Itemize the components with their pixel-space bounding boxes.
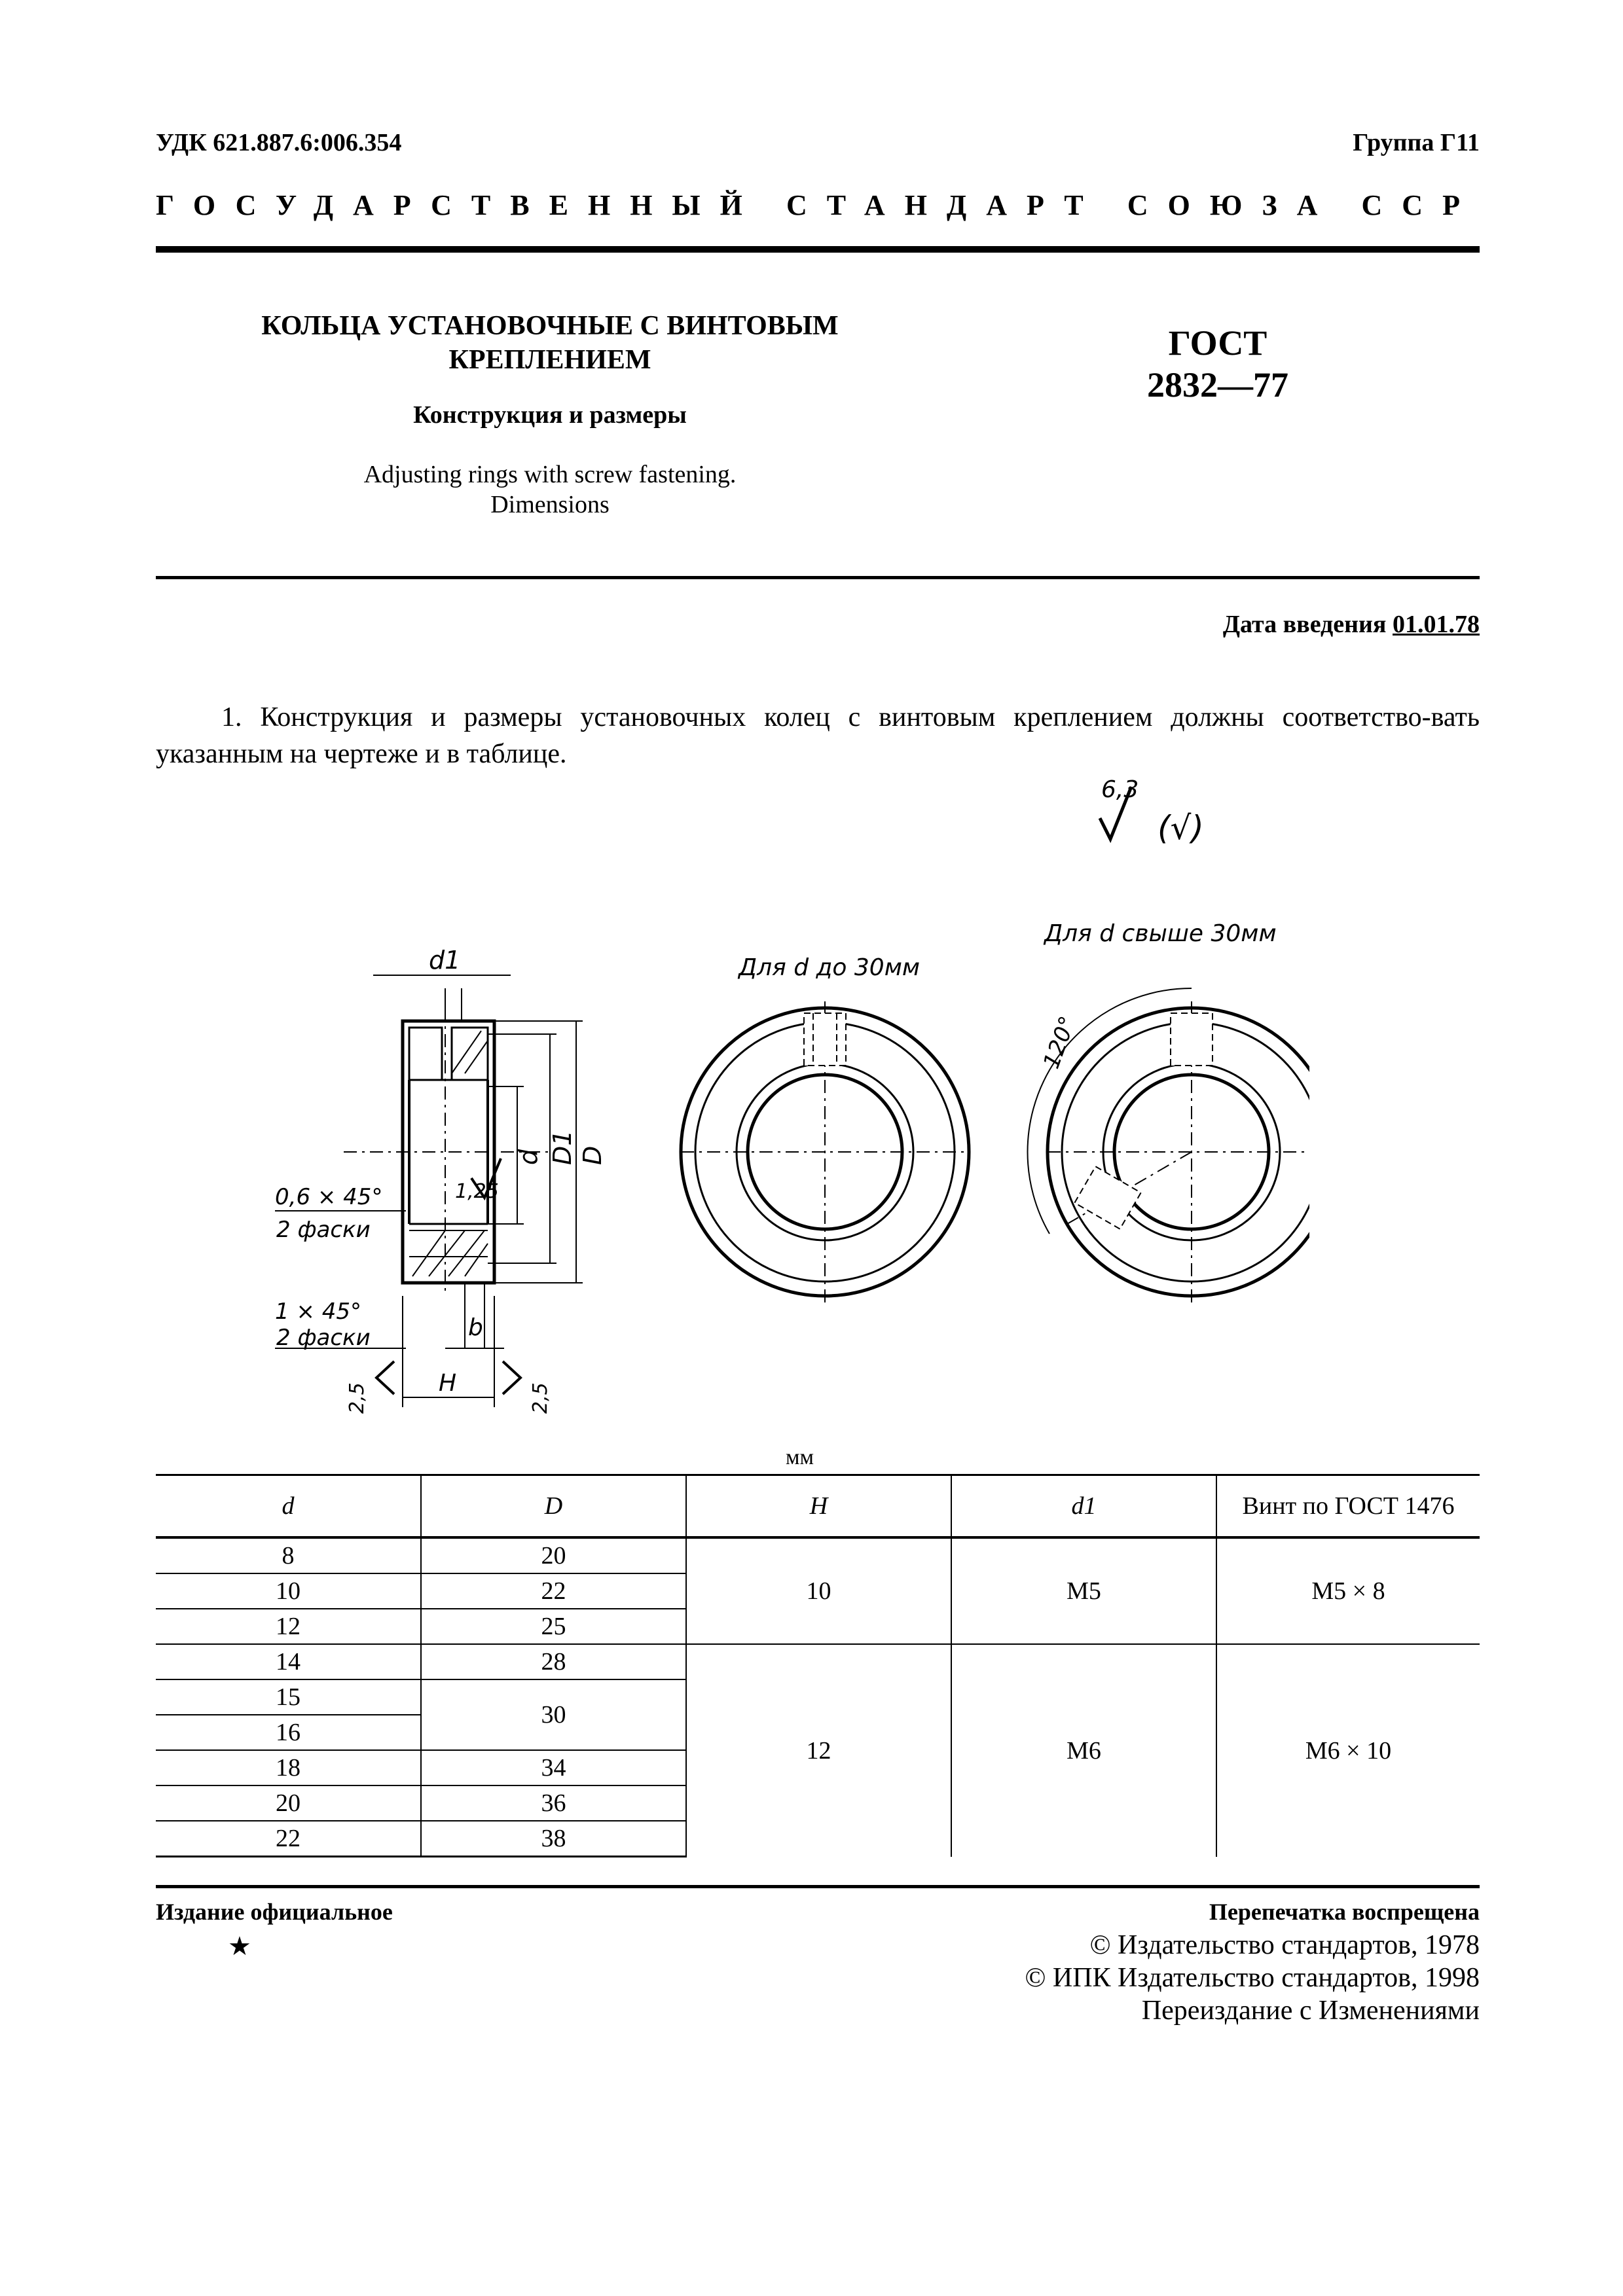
dimensions-table: [156, 1474, 1480, 1857]
chamfer-1-note: 2 фаски: [276, 1217, 371, 1243]
cell-D: 28: [421, 1644, 686, 1679]
state-standard-heading: [156, 188, 1480, 222]
state-word-2: СТАНДАРТ: [786, 189, 1103, 221]
cell-d: 14: [156, 1644, 421, 1679]
clause-1: 1. Конструкция и размеры установочных колец с винтовым креплением должны соответство-вать указанным на чертеже и в таблице.: [156, 702, 1480, 769]
english-title: [196, 459, 903, 520]
cell-d: 16: [156, 1715, 421, 1750]
header-H: H: [686, 1475, 951, 1538]
title-line-2: КРЕПЛЕНИЕМ: [448, 345, 651, 375]
chamfer-2-label: 1 × 45°: [275, 1299, 361, 1325]
state-word-1: ГОСУДАРСТВЕННЫЙ: [156, 189, 762, 221]
table-row: [156, 1644, 1480, 1679]
caption-large-ring: Для d свыше 30мм: [1044, 920, 1277, 947]
cell-d: 22: [156, 1821, 421, 1857]
table-row: [156, 1537, 1480, 1573]
copyright-1978: © Издательство стандартов, 1978: [1089, 1930, 1480, 1960]
roughness-side-right: 2,5: [529, 1382, 552, 1414]
introduction-date: [1223, 610, 1480, 639]
cell-d: 18: [156, 1750, 421, 1785]
roughness-bracket: (√): [1158, 809, 1204, 847]
document-subtitle: Конструкция и размеры: [413, 401, 687, 429]
state-word-4: ССР: [1361, 189, 1480, 221]
table-header-row: [156, 1475, 1480, 1538]
cell-D: 34: [421, 1750, 686, 1785]
star-mark: ★: [228, 1931, 251, 1961]
ring-front-view-small: [681, 1001, 969, 1302]
dim-H-label: H: [439, 1370, 457, 1397]
dim-d-label: d: [514, 1149, 543, 1165]
cell-D: 36: [421, 1785, 686, 1821]
caption-small-ring: Для d до 30мм: [739, 954, 921, 981]
gost-number: 2832—77: [1147, 365, 1288, 404]
cell-d: 8: [156, 1537, 421, 1573]
footer-rule: [156, 1885, 1480, 1888]
cell-d: 20: [156, 1785, 421, 1821]
roughness-value: 6,3: [1101, 776, 1139, 803]
header-d1: d1: [951, 1475, 1216, 1538]
chamfer-2-note: 2 фаски: [276, 1325, 371, 1351]
copyright-1998: © ИПК Издательство стандартов, 1998: [1025, 1963, 1480, 1993]
dim-D-label: D: [578, 1145, 607, 1165]
state-word-3: СОЮЗА: [1127, 189, 1338, 221]
date-label: Дата введения: [1222, 611, 1387, 638]
english-line-2: Dimensions: [490, 491, 610, 518]
udk-code: УДК 621.887.6:006.354: [156, 129, 402, 156]
english-line-1: Adjusting rings with screw fastening.: [363, 461, 737, 488]
roughness-inner-label: 1,25: [455, 1180, 499, 1203]
angle-label: 120°: [1038, 1013, 1082, 1073]
document-title: [196, 309, 903, 377]
cell-d: 12: [156, 1609, 421, 1644]
date-value: 01.01.78: [1393, 611, 1480, 638]
title-line-1: КОЛЬЦА УСТАНОВОЧНЫЕ С ВИНТОВЫМ: [261, 311, 839, 341]
reprint-prohibited: Перепечатка воспрещена: [1209, 1899, 1480, 1925]
header-screw: Винт по ГОСТ 1476: [1216, 1475, 1480, 1538]
header-d: d: [156, 1475, 421, 1538]
dim-b-label: b: [468, 1314, 483, 1341]
chamfer-1-label: 0,6 × 45°: [275, 1184, 383, 1210]
cell-screw-group2: M6 × 10: [1216, 1644, 1480, 1857]
cell-d1-group2: M6: [951, 1644, 1216, 1857]
official-edition: Издание официальное: [156, 1899, 393, 1925]
header-D: D: [421, 1475, 686, 1538]
reissue-note: Переиздание с Изменениями: [1141, 1996, 1480, 2026]
cell-H-group2: 12: [686, 1644, 951, 1857]
cell-d: 10: [156, 1573, 421, 1609]
cell-screw-group1: M5 × 8: [1216, 1537, 1480, 1644]
cell-D: 30: [421, 1679, 686, 1750]
cell-D: 38: [421, 1821, 686, 1857]
roughness-side-left: 2,5: [346, 1382, 369, 1414]
title-rule: [156, 576, 1480, 579]
gost-label: ГОСТ: [1168, 323, 1267, 363]
table-unit: мм: [786, 1445, 814, 1469]
header-rule: [156, 246, 1480, 253]
cell-d: 15: [156, 1679, 421, 1715]
ring-drawing: [249, 772, 1309, 1427]
cell-D: 25: [421, 1609, 686, 1644]
cell-H-group1: 10: [686, 1537, 951, 1644]
roughness-symbol: [1100, 776, 1204, 847]
cell-D: 20: [421, 1537, 686, 1573]
gost-designation: [1048, 322, 1388, 406]
cell-d1-group1: M5: [951, 1537, 1216, 1644]
dim-d1-label: d1: [429, 946, 461, 975]
group-code: Группа Г11: [1353, 129, 1480, 156]
cell-D: 22: [421, 1573, 686, 1609]
dim-D1-label: D1: [548, 1130, 577, 1165]
